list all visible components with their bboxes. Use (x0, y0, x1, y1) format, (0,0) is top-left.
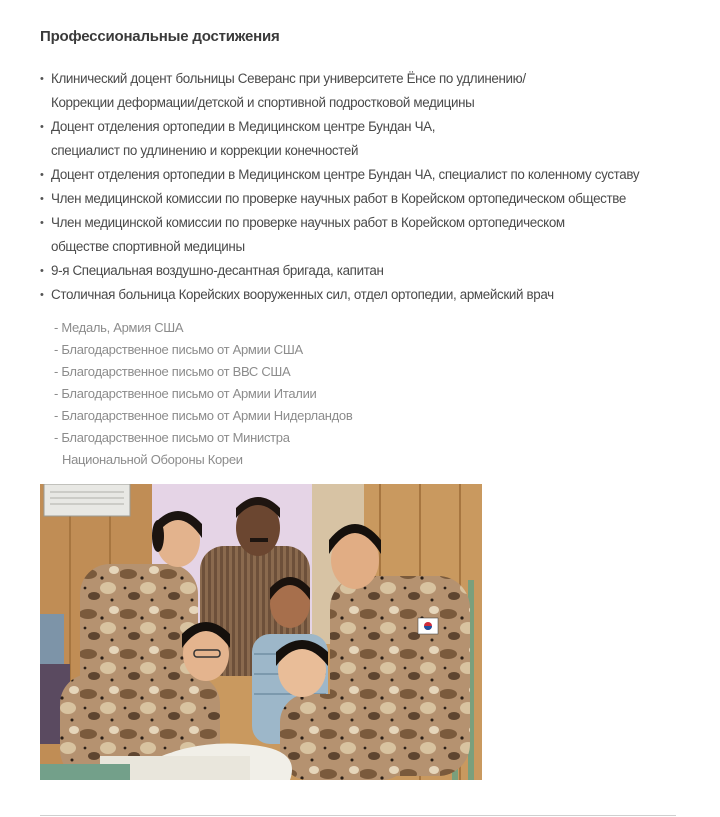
awards-list (54, 317, 352, 471)
award-item (54, 317, 352, 339)
bottom-divider (40, 815, 676, 816)
achievement-item (40, 67, 690, 115)
achievement-line: • Доцент отделения ортопедии в Медицинском центре Бундан ЧА, (51, 119, 436, 134)
award-line: - Благодарственное письмо от ВВС США (54, 364, 291, 379)
award-line: - Благодарственное письмо от Армии США (54, 342, 303, 357)
achievement-item (40, 163, 690, 187)
achievement-line: • Столичная больница Корейских вооруженных сил, отдел ортопедии, армейский врач (51, 287, 554, 302)
achievement-item (40, 115, 690, 163)
achievement-line: Коррекции деформации/детской и спортивной подростковой медицины (51, 95, 475, 110)
award-line: - Благодарственное письмо от Армии Италии (54, 386, 317, 401)
achievement-line: • Клинический доцент больницы Северанс при университете Ёнсе по удлинению/ (51, 71, 526, 86)
achievement-line: специалист по удлинению и коррекции конечностей (51, 143, 359, 158)
award-line: - Медаль, Армия США (54, 320, 184, 335)
group-photo (40, 484, 482, 780)
achievement-item (40, 283, 690, 307)
achievement-item (40, 259, 690, 283)
achievement-line: • Доцент отделения ортопедии в Медицинском центре Бундан ЧА, специалист по коленному суставу (51, 167, 640, 182)
award-line: - Благодарственное письмо от Армии Нидерландов (54, 408, 353, 423)
award-item (54, 383, 352, 405)
achievement-item (40, 187, 690, 211)
achievement-line: • 9-я Специальная воздушно-десантная бригада, капитан (51, 263, 384, 278)
achievement-line: • Член медицинской комиссии по проверке научных работ в Корейском ортопедическом (51, 215, 565, 230)
award-item (54, 405, 352, 427)
award-item (54, 339, 352, 361)
award-item (54, 361, 352, 383)
achievement-item (40, 211, 690, 259)
award-line: Национальной Обороны Кореи (62, 452, 243, 467)
achievement-line: • Член медицинской комиссии по проверке научных работ в Корейском ортопедическом обществе (51, 191, 627, 206)
award-line: - Благодарственное письмо от Министра (54, 430, 290, 445)
award-item (54, 427, 352, 471)
achievements-list (40, 67, 690, 307)
section-title: Профессиональные достижения (40, 28, 280, 45)
achievement-line: обществе спортивной медицины (51, 239, 245, 254)
